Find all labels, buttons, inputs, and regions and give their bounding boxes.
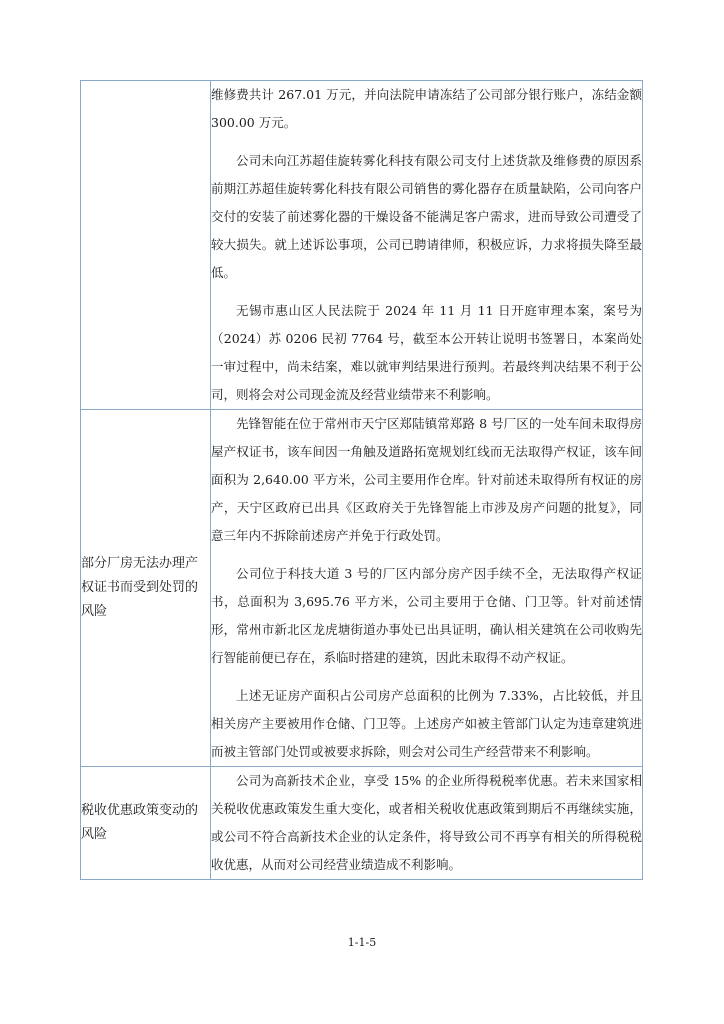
table-row bbox=[81, 410, 643, 767]
paragraph: 维修费共计 267.01 万元，并向法院申请冻结了公司部分银行账户，冻结金额 300.00 万元。 bbox=[211, 87, 642, 130]
risk-title: 部分厂房无法办理产权证书而受到处罚的风险 bbox=[81, 556, 199, 619]
risk-title-cell bbox=[81, 767, 211, 880]
risk-description-cell bbox=[211, 410, 643, 767]
risk-factor-table bbox=[80, 80, 643, 880]
paragraph: 上述无证房产面积占公司房产总面积的比例为 7.33%，占比较低，并且相关房产主要被用作仓储、门卫等。上述房产如被主管部门认定为违章建筑进而被主管部门处罚或被要求拆除，则会对公司生产经营带来不利影响。 bbox=[211, 688, 642, 759]
paragraph: 无锡市惠山区人民法院于 2024 年 11 月 11 日开庭审理本案，案号为（2024）苏 0206 民初 7764 号，截至本公开转让说明书签署日，本案尚处一审过程中，尚未结案，难以就审判结果进行预判。若最终判决结果不利于公司，则将会对公司现金流及经营业绩带来不利影响。 bbox=[211, 303, 642, 402]
table-row bbox=[81, 767, 643, 880]
table-row bbox=[81, 81, 643, 410]
risk-title-cell bbox=[81, 81, 211, 410]
risk-description-cell bbox=[211, 81, 643, 410]
risk-title-cell bbox=[81, 410, 211, 767]
paragraph: 公司位于科技大道 3 号的厂区内部分房产因手续不全，无法取得产权证书，总面积为 3,695.76 平方米，公司主要用于仓储、门卫等。针对前述情形，常州市新北区龙虎塘街道办事处已出具证明，确认相关建筑在公司收购先行智能前便已存在，系临时搭建的建筑，因此未取得不动产权证。 bbox=[211, 566, 642, 665]
paragraph: 公司未向江苏超佳旋转雾化科技有限公司支付上述货款及维修费的原因系前期江苏超佳旋转雾化科技有限公司销售的雾化器存在质量缺陷，公司向客户交付的安装了前述雾化器的干燥设备不能满足客户需求，进而导致公司遭受了较大损失。就上述诉讼事项，公司已聘请律师，积极应诉，力求将损失降至最低。 bbox=[211, 153, 642, 280]
paragraph: 先锋智能在位于常州市天宁区郑陆镇常郑路 8 号厂区的一处车间未取得房屋产权证书，该车间因一角触及道路拓宽规划红线而无法取得产权证，该车间面积为 2,640.00 平方米，公司主要用作仓库。针对前述未取得所有权证的房产，天宁区政府已出具《区政府关于先锋智能上市涉及房产问题的批复》，同意三年内不拆除前述房产并免于行政处罚。 bbox=[211, 416, 642, 543]
risk-description-cell bbox=[211, 767, 643, 880]
page-number: 1-1-5 bbox=[347, 936, 377, 949]
risk-title: 税收优惠政策变动的风险 bbox=[81, 803, 199, 842]
paragraph: 公司为高新技术企业，享受 15% 的企业所得税税率优惠。若未来国家相关税收优惠政策发生重大变化，或者相关税收优惠政策到期后不再继续实施，或公司不符合高新技术企业的认定条件，将导致公司不再享有相关的所得税税收优惠，从而对公司经营业绩造成不利影响。 bbox=[211, 773, 642, 872]
